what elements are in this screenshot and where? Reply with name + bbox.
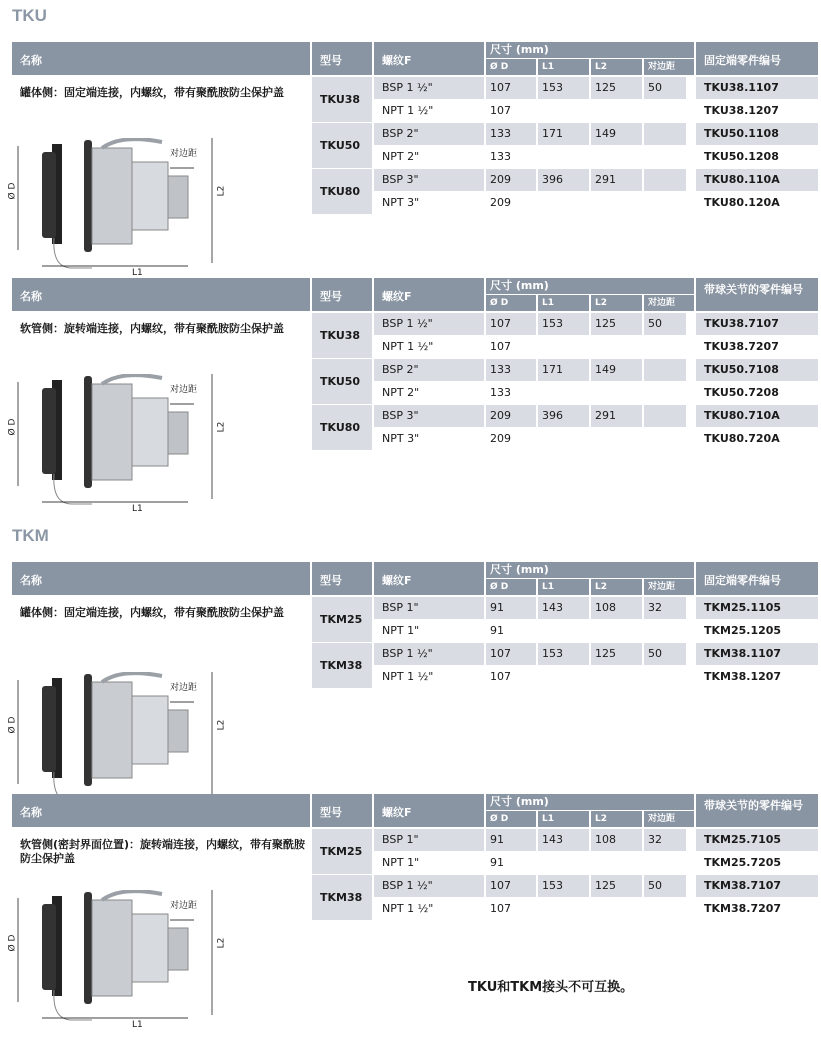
l2-cell: 108: [591, 829, 642, 851]
d-cell: 133: [490, 150, 511, 163]
d-cell: 209: [490, 432, 511, 445]
header-l1: L1: [538, 295, 589, 311]
l2-cell: 108: [591, 597, 642, 619]
part-number-cell: TKU38.7207: [704, 340, 779, 353]
ac-cell: [644, 666, 686, 688]
table-row: [374, 620, 818, 642]
d-cell: 107: [486, 643, 536, 665]
d-cell: 107: [486, 313, 536, 335]
header-thread: 螺纹F: [374, 794, 484, 827]
header-ac: 对边距: [644, 579, 694, 595]
d-cell: 209: [486, 169, 536, 191]
ac-cell: [644, 100, 686, 122]
l2-cell: [591, 382, 642, 404]
ac-cell: [644, 405, 686, 427]
header-dims-title: 尺寸 (mm): [486, 562, 694, 578]
drawing-label-d: Ø D: [7, 182, 18, 200]
l1-cell: [538, 852, 589, 874]
table-row: [374, 898, 818, 920]
drawing-label-l2: L2: [216, 421, 227, 433]
thread-cell: BSP 3": [374, 169, 484, 191]
l1-cell: 396: [538, 405, 589, 427]
table-row: [374, 405, 818, 427]
l1-cell: [538, 336, 589, 358]
drawing-label-d: Ø D: [7, 716, 18, 734]
model-cell: TKM38: [312, 875, 372, 920]
header-d: Ø D: [486, 295, 536, 311]
table-row: [374, 829, 818, 851]
l2-cell: 125: [591, 77, 642, 99]
l1-cell: 153: [538, 313, 589, 335]
header-ac: 对边距: [644, 811, 694, 827]
header-l1: L1: [538, 579, 589, 595]
part-number-cell: TKU38.1207: [704, 104, 779, 117]
l2-cell: [591, 100, 642, 122]
d-cell: 107: [490, 670, 511, 683]
part-number-cell: TKU50.7108: [696, 359, 818, 381]
ac-cell: 50: [644, 313, 686, 335]
product-description: 软管侧：旋转端连接，内螺纹，带有聚酰胺防尘保护盖: [20, 322, 284, 335]
l2-cell: [591, 620, 642, 642]
table-row: [374, 643, 818, 665]
header-thread: 螺纹F: [374, 278, 484, 311]
l2-cell: [591, 192, 642, 214]
thread-cell: NPT 1": [382, 856, 420, 869]
drawing-label-d: Ø D: [7, 418, 18, 436]
table-row: [374, 382, 818, 404]
d-cell: 91: [490, 624, 504, 637]
ac-cell: [644, 192, 686, 214]
part-number-cell: TKU50.7208: [704, 386, 779, 399]
header-model: 型号: [312, 278, 372, 311]
ac-cell: 32: [644, 829, 686, 851]
header-l2: L2: [591, 579, 642, 595]
table-row: [374, 597, 818, 619]
drawing-label-l1: L1: [132, 1020, 143, 1030]
l2-cell: [591, 898, 642, 920]
l1-cell: 171: [538, 359, 589, 381]
l1-cell: [538, 620, 589, 642]
l2-cell: 149: [591, 359, 642, 381]
thread-cell: NPT 1 ½": [382, 902, 434, 915]
header-l1: L1: [538, 59, 589, 75]
table-row: [374, 852, 818, 874]
d-cell: 107: [486, 77, 536, 99]
ac-cell: [644, 359, 686, 381]
thread-cell: BSP 1": [374, 597, 484, 619]
table-row: [374, 100, 818, 122]
ac-cell: [644, 146, 686, 168]
part-number-cell: TKU80.110A: [696, 169, 818, 191]
model-cell: TKM25: [312, 829, 372, 874]
header-part-number: 固定端零件编号: [696, 42, 818, 75]
part-number-cell: TKU80.720A: [704, 432, 780, 445]
part-number-cell: TKM38.7207: [704, 902, 782, 915]
table-row: [374, 313, 818, 335]
header-dims-title: 尺寸 (mm): [486, 278, 694, 294]
l2-cell: 291: [591, 405, 642, 427]
l2-cell: 291: [591, 169, 642, 191]
part-number-cell: TKU80.710A: [696, 405, 818, 427]
thread-cell: NPT 2": [382, 150, 420, 163]
header-name: 名称: [12, 562, 310, 595]
drawing-label-l1: L1: [132, 268, 143, 278]
l1-cell: [538, 666, 589, 688]
part-number-cell: TKM38.7107: [696, 875, 818, 897]
part-number-cell: TKM25.7205: [704, 856, 782, 869]
model-cell: TKU80: [312, 169, 372, 214]
part-number-cell: TKM25.1105: [696, 597, 818, 619]
l1-cell: 143: [538, 829, 589, 851]
thread-cell: NPT 3": [382, 432, 420, 445]
d-cell: 91: [486, 597, 536, 619]
thread-cell: NPT 3": [382, 196, 420, 209]
l2-cell: [591, 666, 642, 688]
part-number-cell: TKU50.1208: [704, 150, 779, 163]
part-number-cell: TKU50.1108: [696, 123, 818, 145]
l1-cell: 153: [538, 77, 589, 99]
d-cell: 107: [490, 340, 511, 353]
interchange-note: TKU和TKM接头不可互换。: [468, 980, 634, 995]
d-cell: 107: [490, 104, 511, 117]
coupler-drawing: [12, 374, 262, 524]
l2-cell: 149: [591, 123, 642, 145]
l1-cell: [538, 192, 589, 214]
drawing-area: [7, 890, 262, 1040]
part-number-cell: TKM38.1107: [696, 643, 818, 665]
model-cell: TKU38: [312, 313, 372, 358]
section-title-tkm: TKM: [12, 526, 49, 545]
l1-cell: [538, 428, 589, 450]
header-dims-title: 尺寸 (mm): [486, 794, 694, 810]
table-row: [374, 666, 818, 688]
thread-cell: NPT 1 ½": [382, 340, 434, 353]
drawing-area: [7, 374, 262, 524]
ac-cell: 50: [644, 77, 686, 99]
l2-cell: [591, 852, 642, 874]
header-dimensions: [486, 794, 694, 827]
header-ac: 对边距: [644, 59, 694, 75]
ac-cell: [644, 620, 686, 642]
header-thread: 螺纹F: [374, 42, 484, 75]
model-cell: TKU50: [312, 123, 372, 168]
table-row: [374, 77, 818, 99]
d-cell: 209: [486, 405, 536, 427]
l2-cell: [591, 146, 642, 168]
drawing-area: [7, 138, 262, 288]
ac-cell: [644, 123, 686, 145]
thread-cell: BSP 1 ½": [374, 875, 484, 897]
header-ac: 对边距: [644, 295, 694, 311]
part-number-cell: TKM38.1207: [704, 670, 782, 683]
thread-cell: NPT 1": [382, 624, 420, 637]
d-cell: 133: [490, 386, 511, 399]
d-cell: 133: [486, 359, 536, 381]
ac-cell: [644, 898, 686, 920]
header-d: Ø D: [486, 579, 536, 595]
l2-cell: 125: [591, 313, 642, 335]
l1-cell: 143: [538, 597, 589, 619]
l1-cell: 153: [538, 643, 589, 665]
l2-cell: [591, 428, 642, 450]
thread-cell: BSP 1": [374, 829, 484, 851]
table-row: [374, 146, 818, 168]
thread-cell: BSP 2": [374, 359, 484, 381]
header-part-number: 带球关节的零件编号: [696, 278, 818, 311]
header-l1: L1: [538, 811, 589, 827]
table-row: [374, 875, 818, 897]
drawing-label-d: Ø D: [7, 934, 18, 952]
part-number-cell: TKU80.120A: [704, 196, 780, 209]
ac-cell: [644, 852, 686, 874]
header-dimensions: [486, 278, 694, 311]
model-cell: TKU50: [312, 359, 372, 404]
l1-cell: 153: [538, 875, 589, 897]
part-number-cell: TKU38.7107: [696, 313, 818, 335]
header-l2: L2: [591, 811, 642, 827]
l1-cell: [538, 146, 589, 168]
header-dimensions: [486, 42, 694, 75]
d-cell: 91: [490, 856, 504, 869]
coupler-drawing: [12, 890, 262, 1040]
thread-cell: NPT 1 ½": [382, 104, 434, 117]
l1-cell: 396: [538, 169, 589, 191]
header-name: 名称: [12, 42, 310, 75]
l2-cell: 125: [591, 643, 642, 665]
header-part-number: 带球关节的零件编号: [696, 794, 818, 827]
thread-cell: BSP 1 ½": [374, 313, 484, 335]
thread-cell: NPT 2": [382, 386, 420, 399]
table-row: [374, 192, 818, 214]
drawing-label-ac: 对边距: [170, 683, 198, 693]
drawing-label-l1: L1: [132, 504, 143, 514]
drawing-label-l2: L2: [216, 185, 227, 197]
drawing-label-ac: 对边距: [170, 385, 198, 395]
ac-cell: [644, 169, 686, 191]
d-cell: 133: [486, 123, 536, 145]
d-cell: 209: [490, 196, 511, 209]
thread-cell: BSP 1 ½": [374, 643, 484, 665]
l1-cell: [538, 382, 589, 404]
l1-cell: 171: [538, 123, 589, 145]
ac-cell: [644, 336, 686, 358]
table-row: [374, 169, 818, 191]
header-name: 名称: [12, 794, 310, 827]
l1-cell: [538, 100, 589, 122]
drawing-label-l2: L2: [216, 719, 227, 731]
ac-cell: [644, 428, 686, 450]
ac-cell: [644, 382, 686, 404]
ac-cell: 50: [644, 643, 686, 665]
header-dims-title: 尺寸 (mm): [486, 42, 694, 58]
product-description: 罐体侧：固定端连接，内螺纹，带有聚酰胺防尘保护盖: [20, 86, 284, 99]
thread-cell: BSP 2": [374, 123, 484, 145]
drawing-label-ac: 对边距: [170, 149, 198, 159]
product-description: 罐体侧：固定端连接，内螺纹，带有聚酰胺防尘保护盖: [20, 606, 284, 619]
thread-cell: NPT 1 ½": [382, 670, 434, 683]
header-model: 型号: [312, 794, 372, 827]
d-cell: 91: [486, 829, 536, 851]
header-l2: L2: [591, 59, 642, 75]
d-cell: 107: [490, 902, 511, 915]
header-d: Ø D: [486, 811, 536, 827]
coupler-drawing: [12, 138, 262, 288]
table-row: [374, 123, 818, 145]
header-model: 型号: [312, 42, 372, 75]
table-row: [374, 428, 818, 450]
header-l2: L2: [591, 295, 642, 311]
part-number-cell: TKM25.1205: [704, 624, 782, 637]
model-cell: TKM38: [312, 643, 372, 688]
ac-cell: 32: [644, 597, 686, 619]
l1-cell: [538, 898, 589, 920]
thread-cell: BSP 1 ½": [374, 77, 484, 99]
header-name: 名称: [12, 278, 310, 311]
header-thread: 螺纹F: [374, 562, 484, 595]
model-cell: TKU38: [312, 77, 372, 122]
header-part-number: 固定端零件编号: [696, 562, 818, 595]
thread-cell: BSP 3": [374, 405, 484, 427]
section-title-tku: TKU: [12, 6, 47, 25]
header-model: 型号: [312, 562, 372, 595]
model-cell: TKU80: [312, 405, 372, 450]
table-row: [374, 336, 818, 358]
ac-cell: 50: [644, 875, 686, 897]
l2-cell: [591, 336, 642, 358]
drawing-label-ac: 对边距: [170, 901, 198, 911]
product-description: 软管侧(密封界面位置)：旋转端连接，内螺纹，带有聚酰胺防尘保护盖: [20, 838, 306, 865]
model-cell: TKM25: [312, 597, 372, 642]
drawing-label-l2: L2: [216, 937, 227, 949]
header-dimensions: [486, 562, 694, 595]
part-number-cell: TKU38.1107: [696, 77, 818, 99]
d-cell: 107: [486, 875, 536, 897]
header-d: Ø D: [486, 59, 536, 75]
part-number-cell: TKM25.7105: [696, 829, 818, 851]
l2-cell: 125: [591, 875, 642, 897]
table-row: [374, 359, 818, 381]
